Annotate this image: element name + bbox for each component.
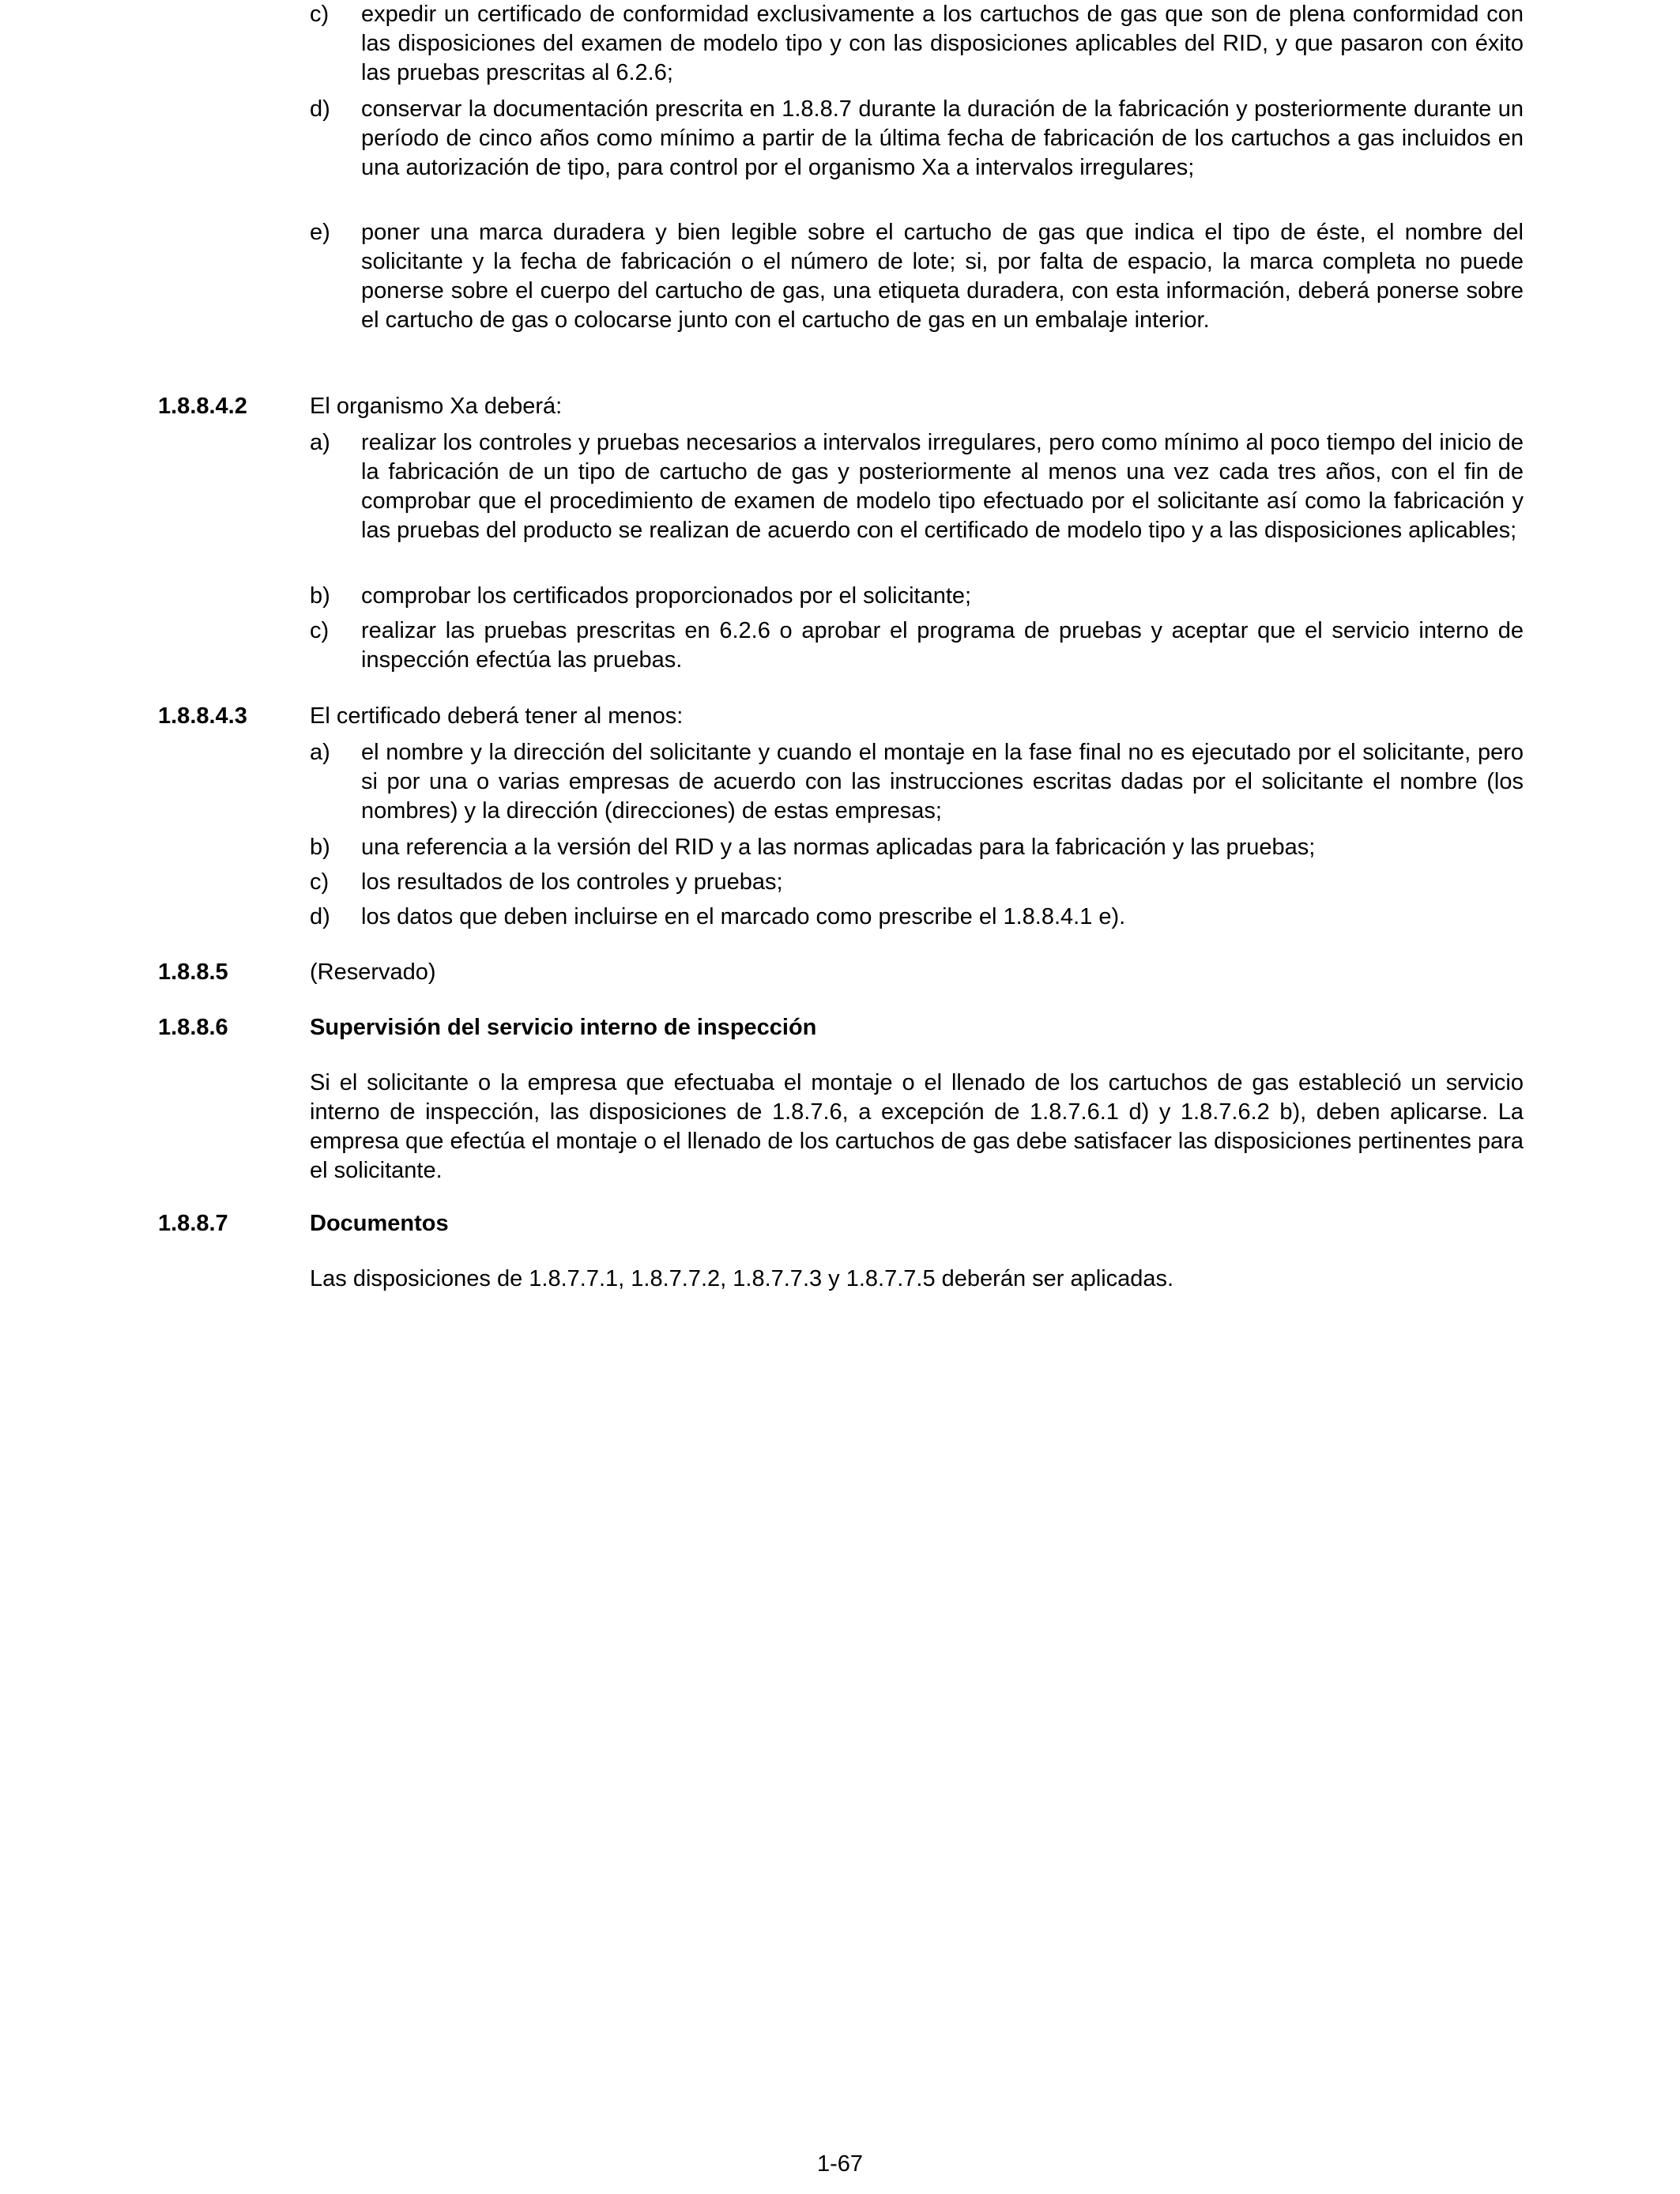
section-paragraph: Si el solicitante o la empresa que efectuaba el montaje o el llenado de los cartuchos de gas estableció un servicio interno de inspección, las disposiciones de 1.8.7.6, a excepción de 1.8.7.6.1 d) y 1.8.7.6.2 b), deben aplicarse. La empresa que efectúa el montaje o el llenado de los cartuchos de gas debe satisfacer las disposiciones pertinentes para el solicitante. <box>310 1070 1524 1183</box>
list-item-a <box>310 738 1524 826</box>
list-item-letter: d) <box>310 904 330 929</box>
list-item-text: comprobar los certificados proporcionados por el solicitante; <box>361 583 972 609</box>
list-item-text: poner una marca duradera y bien legible sobre el cartucho de gas que indica el tipo de éste, el nombre del solicitante y la fecha de fabricación o el número de lote; si, por falta de espacio, la marca completa no puede ponerse sobre el cuerpo del cartucho de gas, una etiqueta duradera, con esta información, deberá ponerse sobre el cartucho de gas o colocarse junto con el cartucho de gas en un embalaje interior. <box>361 220 1524 333</box>
section-intro: El certificado deberá tener al menos: <box>310 703 684 729</box>
page-number: 1-67 <box>816 2151 864 2177</box>
list-item-c <box>310 616 1524 675</box>
list-item-letter: c) <box>310 618 330 643</box>
section-intro: El organismo Xa deberá: <box>310 394 563 419</box>
list-item-text: el nombre y la dirección del solicitante y cuando el montaje en la fase final no es ejecutado por el solicitante, pero si por una o varias empresas de acuerdo con las instrucciones escritas dadas por el solicitante el nombre (los nombres) y la dirección (direcciones) de estas empresas; <box>361 740 1524 824</box>
list-item-text: expedir un certificado de conformidad exclusivamente a los cartuchos de gas que son de plena conformidad con las disposiciones del examen de modelo tipo y con las disposiciones aplicables del RID, y que pasaron con éxito las pruebas prescritas al 6.2.6; <box>361 2 1524 85</box>
list-item-text: una referencia a la versión del RID y a las normas aplicadas para la fabricación y las pruebas; <box>361 835 1316 860</box>
section-text: (Reservado) <box>310 959 436 985</box>
section-paragraph: Las disposiciones de 1.8.7.7.1, 1.8.7.7.2, 1.8.7.7.3 y 1.8.7.7.5 deberán ser aplicadas. <box>310 1266 1174 1291</box>
list-item-letter: b) <box>310 583 330 609</box>
section-number: 1.8.8.4.3 <box>158 703 247 729</box>
list-item-letter: c) <box>310 2 330 27</box>
list-item-letter: e) <box>310 220 330 245</box>
section-number: 1.8.8.5 <box>158 959 228 985</box>
list-item-b <box>310 833 1524 862</box>
section-title: Documentos <box>310 1211 449 1236</box>
list-item-text: conservar la documentación prescrita en 1.8.8.7 durante la duración de la fabricación y posteriormente durante un período de cinco años como mínimo a partir de la última fecha de fabricación de los cartuchos a gas incluidos en una autorización de tipo, para control por el organismo Xa a intervalos irregulares; <box>361 96 1524 180</box>
list-item-b <box>310 582 1524 611</box>
list-item-d <box>310 903 1524 932</box>
list-item-text: realizar las pruebas prescritas en 6.2.6 o aprobar el programa de pruebas y aceptar que el servicio interno de inspección efectúa las pruebas. <box>361 618 1524 673</box>
list-item-letter: c) <box>310 869 330 895</box>
list-item-letter: a) <box>310 430 330 455</box>
list-item-text: los resultados de los controles y pruebas; <box>361 869 783 895</box>
list-item-d <box>310 95 1524 183</box>
list-item-c <box>310 0 1524 88</box>
list-item-letter: d) <box>310 96 330 122</box>
list-item-letter: a) <box>310 740 330 765</box>
list-item-text: realizar los controles y pruebas necesarios a intervalos irregulares, pero como mínimo al poco tiempo del inicio de la fabricación de un tipo de cartucho de gas y posteriormente al menos una vez cada tres años, con el fin de comprobar que el procedimiento de examen de modelo tipo efectuado por el solicitante así como la fabricación y las pruebas del producto se realizan de acuerdo con el certificado de modelo tipo y a las disposiciones aplicables; <box>361 430 1524 543</box>
list-item-c <box>310 868 1524 897</box>
section-number: 1.8.8.7 <box>158 1211 228 1236</box>
list-item-a <box>310 428 1524 545</box>
section-number: 1.8.8.4.2 <box>158 394 247 419</box>
list-item-letter: b) <box>310 835 330 860</box>
list-item-text: los datos que deben incluirse en el marcado como prescribe el 1.8.8.4.1 e). <box>361 904 1126 929</box>
section-number: 1.8.8.6 <box>158 1015 228 1040</box>
list-item-e <box>310 218 1524 335</box>
section-title: Supervisión del servicio interno de inspección <box>310 1015 817 1040</box>
